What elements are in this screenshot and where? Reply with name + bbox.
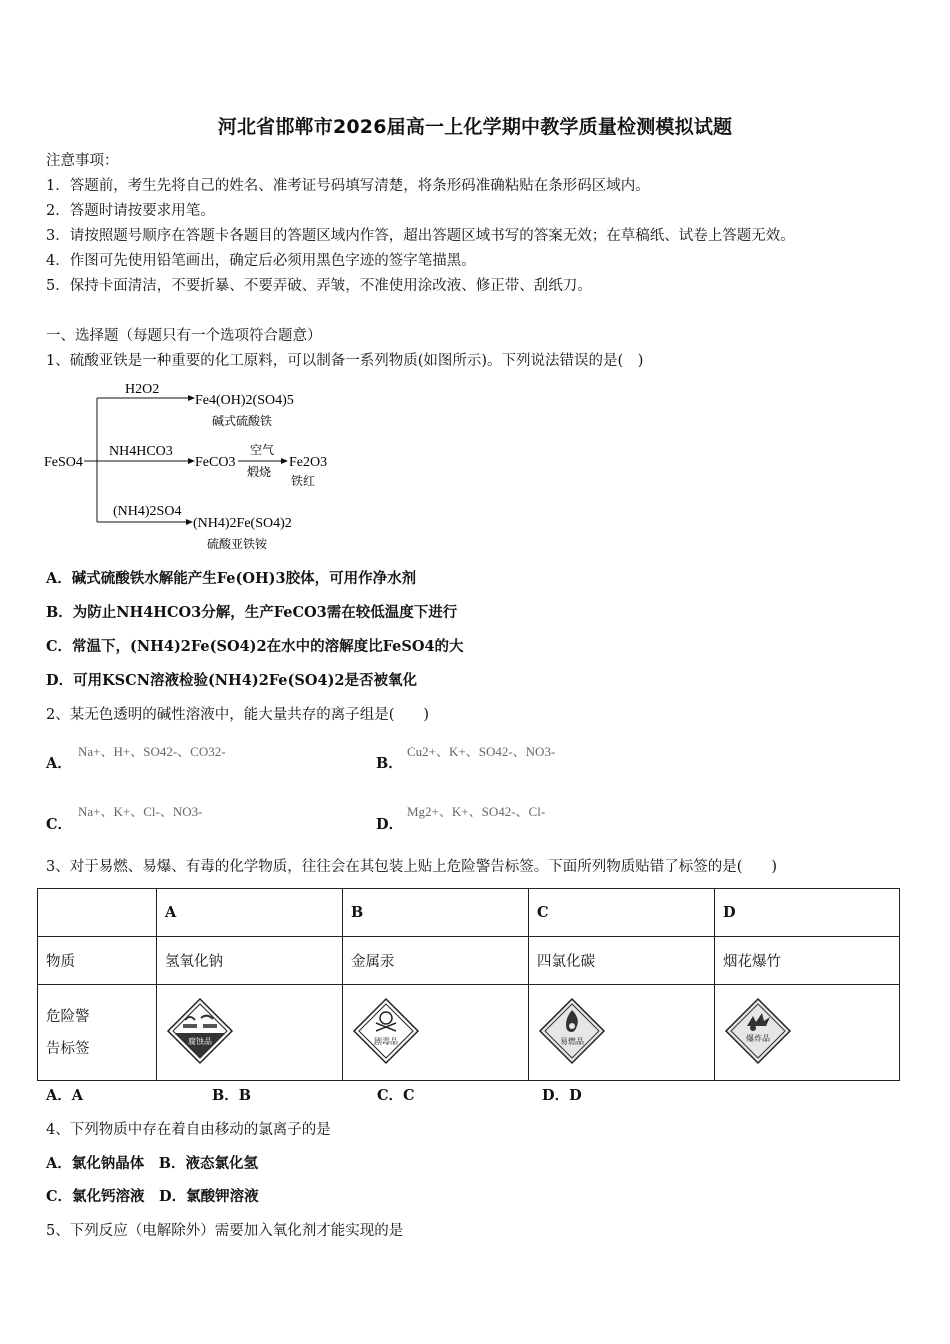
flammable-label-icon	[537, 996, 607, 1066]
q2-option-d-ions: Mg2+、K+、SO42-、Cl-	[407, 804, 546, 819]
toxic-label-text: 剧毒品	[374, 1036, 398, 1046]
q2-option-a-ions: Na+、H+、SO42-、CO32-	[78, 744, 226, 759]
q1-option-a[interactable]: A．碱式硫酸铁水解能产生Fe(OH)3胶体，可用作净水剂	[46, 570, 417, 587]
table-cell	[715, 985, 900, 1081]
table-cell: 四氯化碳	[529, 937, 715, 985]
row-label-line: 危险警	[46, 1008, 90, 1025]
q4-options-row-2[interactable]: C．氯化钙溶液 D．氯酸钾溶液	[46, 1188, 259, 1205]
product-2b: Fe2O3	[289, 455, 328, 470]
question-4-stem: 4、下列物质中存在着自由移动的氯离子的是	[46, 1122, 331, 1138]
q2-option-b-label[interactable]: B．	[376, 755, 403, 772]
q2-option-c-ions: Na+、K+、Cl-、NO3-	[78, 804, 203, 819]
table-cell: 氢氧化钠	[157, 937, 343, 985]
reagent-1: H2O2	[125, 382, 160, 397]
product-2: FeCO3	[195, 455, 236, 470]
product-3: (NH4)2Fe(SO4)2	[193, 516, 292, 531]
product-3-name: 硫酸亚铁铵	[207, 537, 268, 551]
notice-item: 2．答题时请按要求用笔。	[46, 203, 215, 219]
notice-item: 3．请按照题号顺序在答题卡各题目的答题区域内作答，超出答题区域书写的答案无效；在草稿纸、试卷上答题无效。	[46, 228, 795, 244]
notice-item: 5．保持卡面清洁，不要折暴、不要弄破、弄皱，不准使用涂改液、修正带、刮纸刀。	[46, 278, 592, 294]
notice-item: 4．作图可先使用铅笔画出，确定后必须用黑色字迹的签字笔描黑。	[46, 253, 476, 269]
product-2b-name: 铁红	[291, 474, 316, 488]
q2-option-a-label[interactable]: A．	[46, 755, 72, 772]
table-cell: 烟花爆竹	[715, 937, 900, 985]
toxic-label-icon	[351, 996, 421, 1066]
explosive-label-icon	[723, 996, 793, 1066]
table-header-c: C	[529, 889, 715, 937]
q3-option-a[interactable]: A．A	[46, 1087, 84, 1104]
question-1-stem: 1、硫酸亚铁是一种重要的化工原料，可以制备一系列物质(如图所示)。下列说法错误的是( )	[46, 353, 644, 369]
condition-top: 空气	[250, 443, 275, 457]
table-header-empty	[38, 889, 157, 937]
table-header-a: A	[157, 889, 343, 937]
product-1-name: 碱式硫酸铁	[212, 414, 273, 428]
q1-option-d[interactable]: D．可用KSCN溶液检验(NH4)2Fe(SO4)2是否被氧化	[46, 672, 418, 689]
q2-option-b-ions: Cu2+、K+、SO42-、NO3-	[407, 744, 556, 759]
question-5-stem: 5、下列反应（电解除外）需要加入氧化剂才能实现的是	[46, 1223, 404, 1239]
page-title: 河北省邯郸市2026届高一上化学期中教学质量检测模拟试题	[217, 116, 733, 138]
corrosive-label-icon	[165, 996, 235, 1066]
table-cell	[343, 985, 529, 1081]
table-cell	[529, 985, 715, 1081]
question-2-stem: 2、某无色透明的碱性溶液中，能大量共存的离子组是( )	[46, 707, 430, 723]
table-cell: 金属汞	[343, 937, 529, 985]
reagent-3: (NH4)2SO4	[113, 504, 182, 519]
explosive-label-text: 爆炸品	[746, 1033, 770, 1043]
reagent-2: NH4HCO3	[109, 444, 173, 459]
row-label-line: 告标签	[46, 1040, 90, 1057]
q2-option-d-label[interactable]: D．	[376, 816, 404, 833]
q3-option-c[interactable]: C．C	[377, 1087, 415, 1104]
question-3-stem: 3、对于易燃、易爆、有毒的化学物质，往往会在其包装上贴上危险警告标签。下面所列物质贴错了标签的是( )	[46, 859, 778, 875]
table-row-label	[38, 985, 157, 1081]
table-header-b: B	[343, 889, 529, 937]
product-1: Fe4(OH)2(SO4)5	[195, 393, 294, 408]
notice-heading: 注意事项：	[46, 153, 119, 169]
corrosive-label-text: 腐蚀品	[188, 1036, 212, 1046]
q4-options-row-1[interactable]: A．氯化钠晶体 B．液态氯化氢	[46, 1155, 259, 1172]
q1-reaction-diagram	[40, 376, 340, 556]
condition-bottom: 煅烧	[247, 465, 272, 479]
notice-item: 1．答题前，考生先将自己的姓名、准考证号码填写清楚，将条形码准确粘贴在条形码区域内。	[46, 178, 650, 194]
table-header-d: D	[715, 889, 900, 937]
table-row-label: 物质	[38, 937, 157, 985]
hazard-table	[37, 888, 900, 1081]
q3-option-b[interactable]: B．B	[212, 1087, 252, 1104]
table-cell	[157, 985, 343, 1081]
q3-option-d[interactable]: D．D	[542, 1087, 582, 1104]
section-heading: 一、选择题（每题只有一个选项符合题意）	[46, 328, 322, 344]
q1-option-c[interactable]: C．常温下，(NH4)2Fe(SO4)2在水中的溶解度比FeSO4的大	[46, 638, 464, 655]
start-substance: FeSO4	[44, 455, 83, 470]
q2-option-c-label[interactable]: C．	[46, 816, 73, 833]
q1-option-b[interactable]: B．为防止NH4HCO3分解，生产FeCO3需在较低温度下进行	[46, 604, 458, 621]
flammable-label-text: 易燃品	[560, 1036, 584, 1046]
